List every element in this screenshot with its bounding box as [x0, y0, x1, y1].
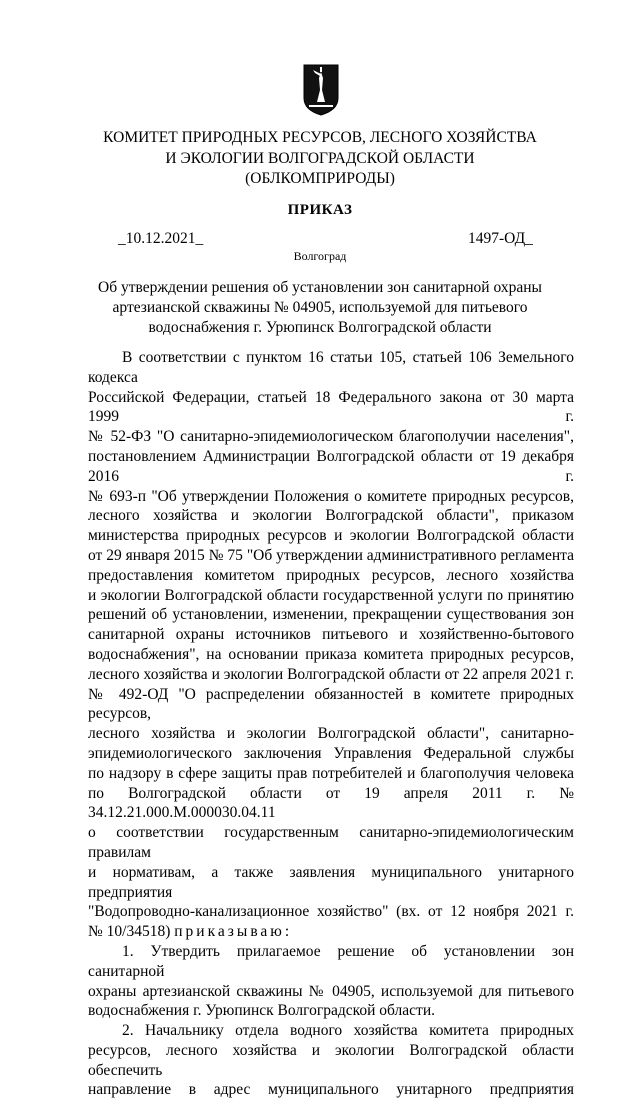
body-line: решений об установлении, изменении, прекращении существования зон: [88, 606, 574, 624]
subject-line: водоснабжения г. Урюпинск Волгоградской области: [148, 318, 492, 336]
item-2-line: направление в адрес муниципального унитарного предприятия: [88, 1081, 574, 1099]
body-line: по Волгоградской области от 19 апреля 2011 г. № 34.12.21.000.М.000030.04.11: [88, 784, 574, 822]
body-line: лесного хозяйства и экологии Волгоградской области", приказом: [88, 507, 574, 525]
body-line: водоснабжения", на основании приказа комитета природных ресурсов,: [88, 645, 574, 663]
document-subject: [0, 278, 640, 337]
order-verb: приказываю:: [174, 923, 293, 941]
body-line: санитарной охраны источников питьевого и хозяйственно-бытового: [88, 626, 574, 644]
body-line: и нормативам, а также заявления муниципального унитарного предприятия: [88, 863, 574, 901]
body-line: по надзору в сфере защиты прав потребителей и благополучия человека: [88, 764, 574, 782]
body-line: о соответствии государственным санитарно-эпидемиологическим правилам: [88, 824, 574, 861]
body-line: лесного хозяйства и экологии Волгоградской области", санитарно-: [88, 725, 574, 743]
body-line: лесного хозяйства и экологии Волгоградской области от 22 апреля 2021 г.: [88, 665, 574, 683]
body-line: министерства природных ресурсов и экологии Волгоградской области: [88, 527, 574, 545]
item-2-line: 2. Начальнику отдела водного хозяйства комитета природных: [122, 1022, 574, 1040]
body-line: "Водопроводно-канализационное хозяйство" (вх. от 12 ноября 2021 г.: [88, 903, 574, 921]
committee-header: [0, 128, 640, 190]
header-line-1: КОМИТЕТ ПРИРОДНЫХ РЕСУРСОВ, ЛЕСНОГО ХОЗЯЙСТВА: [103, 129, 537, 146]
body-line: эпидемиологического заключения Управления Федеральной службы: [88, 744, 574, 762]
body-line: от 29 января 2015 № 75 "Об утверждении административного регламента: [88, 546, 574, 564]
document-body: [88, 348, 574, 1100]
body-line: и экологии Волгоградской области государственной услуги по принятию: [88, 586, 574, 604]
body-line: № 492-ОД "О распределении обязанностей в комитете природных ресурсов,: [88, 685, 574, 723]
subject-line: Об утверждении решения об установлении зон санитарной охраны: [98, 279, 542, 296]
subject-line: артезианской скважины № 04905, используемой для питьевого: [112, 298, 528, 316]
item-1-line: водоснабжения г. Урюпинск Волгоградской области.: [88, 1002, 435, 1020]
document-title: ПРИКАЗ: [287, 202, 353, 218]
header-line-3: (ОБЛКОМПРИРОДЫ): [245, 170, 395, 187]
body-line: предоставления комитетом природных ресурсов, лесного хозяйства: [88, 566, 574, 584]
document-number: 1497-ОД_: [468, 230, 533, 247]
body-line: № 693-п "Об утверждении Положения о комитете природных ресурсов,: [88, 487, 574, 505]
body-line: № 52-ФЗ "О санитарно-эпидемиологическом благополучии населения",: [88, 428, 574, 446]
body-line: Российской Федерации, статьей 18 Федерального закона от 30 марта 1999 г.: [88, 388, 574, 426]
item-1-line: 1. Утвердить прилагаемое решение об установлении зон санитарной: [88, 942, 574, 980]
document-city: Волгоград: [293, 249, 347, 263]
order-reference: № 10/34518): [88, 923, 175, 941]
item-1-line: охраны артезианской скважины № 04905, используемой для питьевого: [88, 982, 574, 1000]
body-line-order: [88, 922, 574, 942]
item-2-line: ресурсов, лесного хозяйства и экологии Волгоградской области обеспечить: [88, 1041, 574, 1079]
body-line: постановлением Администрации Волгоградской области от 19 декабря 2016 г.: [88, 447, 574, 485]
header-line-2: И ЭКОЛОГИИ ВОЛГОГРАДСКОЙ ОБЛАСТИ: [165, 149, 475, 167]
coat-of-arms-icon: [303, 64, 339, 116]
body-line: В соответствии с пунктом 16 статьи 105, статьей 106 Земельного кодекса: [88, 349, 574, 386]
document-date: _10.12.2021_: [118, 230, 204, 247]
